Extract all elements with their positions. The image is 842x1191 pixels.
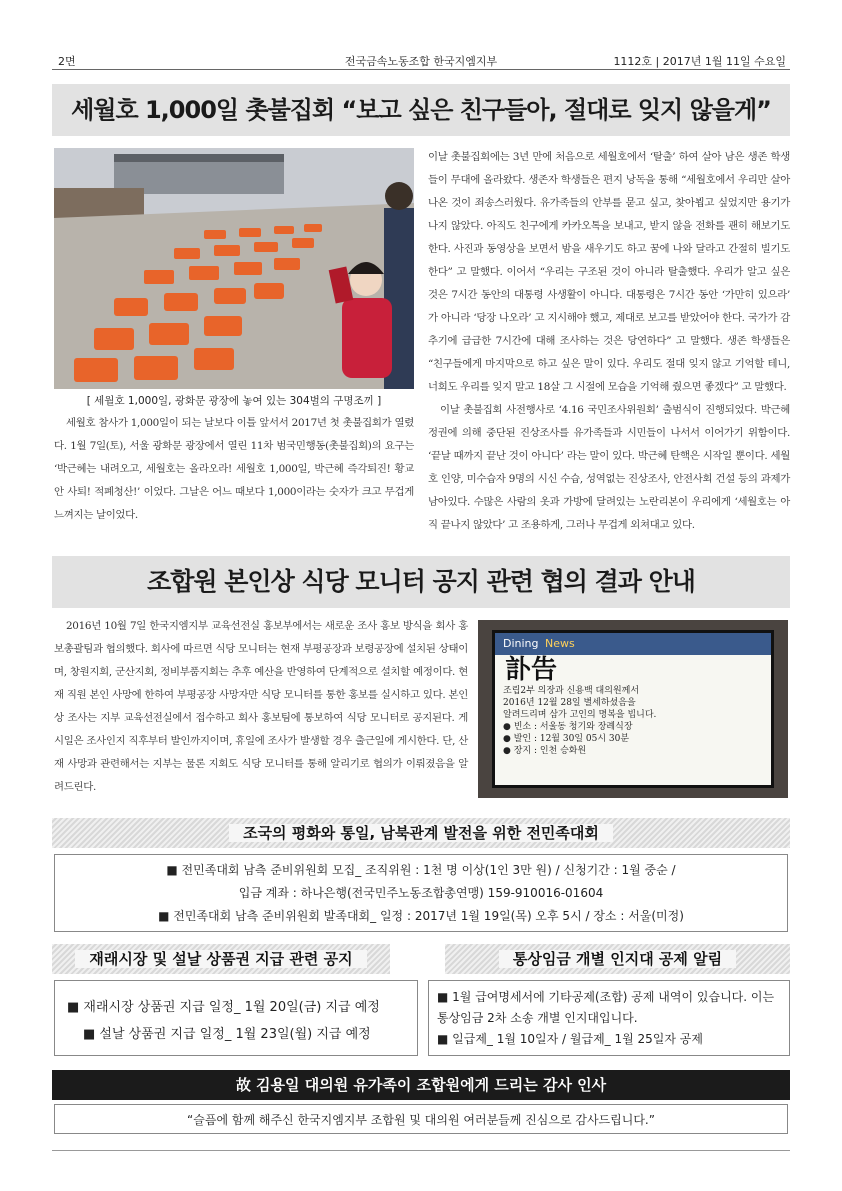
monitor-line-1: 조립2부 의장과 신용백 대의원께서	[503, 686, 640, 696]
monitor-item-3: ● 장지 : 인천 승화원	[503, 746, 587, 756]
photo1-caption: [ 세월호 1,000일, 광화문 광장에 놓여 있는 304벌의 구명조끼 ]	[86, 395, 382, 407]
page-header	[52, 50, 790, 70]
article2-paragraph: 2016년 10월 7일 한국지엠지부 교육선전실 홍보부에서는 새로운 조사 홍보 방식을 회사 홍보총괄팀과 협의했다. 회사에 따르면 식당 모니터는 현재 부평공장과 보령공장에 설치된 상태이며, 창원지회, 군산지회, 정비부품지회는 추후 예산을 반영하여 단계적으로 설치할 예정이다. 현재 직원 본인 사망에 한하여 부평공장 사망자만 식당 모니터를 통한 홍보를 실시하고 있다. 본인상 조사는 지부 교육선전실에서 접수하고 회사 홍보팀에 통보하여 식당 모니터로 공지된다. 게시일은 조사인지 직후부터 발인까지이며, 휴일에 조사가 발생할 경우 출근일에 게시한다. 단, 산재 사망과 관련해서는 지부는 물론 지회도 식당 모니터를 통해 알리기로 협의가 이뤄졌음을 알려드린다.	[54, 620, 468, 793]
notice4-title-bar	[52, 1070, 790, 1100]
notice3-box	[428, 980, 790, 1056]
monitor-heading: 訃告	[505, 655, 558, 685]
notice1-title-bar	[52, 818, 790, 848]
monitor-line-2: 2016년 12월 28일 별세하셨음을	[503, 698, 636, 708]
notice2-title: 재래시장 및 설날 상품권 지급 관련 공지	[75, 950, 366, 968]
notice4-body: “슬픔에 함께 해주신 한국지엠지부 조합원 및 대의원 여러분들께 진심으로 감사드립니다.”	[187, 1113, 655, 1127]
monitor-text	[495, 685, 771, 757]
notice1-line-1: ■ 전민족대회 남측 준비위원회 모집_ 조직위원 : 1천 명 이상(1인 3만 원) / 신청기간 : 1월 중순 /	[166, 863, 676, 877]
notice3-title: 통상임금 개별 인지대 공제 알림	[499, 950, 736, 968]
lifejackets-illustration	[54, 148, 414, 389]
article1-paragraph-3: 이날 촛불집회 사전행사로 ‘4.16 국민조사위원회’ 출범식이 진행되었다. 박근혜 정권에 의해 중단된 진상조사를 유가족들과 시민들이 나서서 이어가기 위함이다. ‘끝날 때까지 끝난 것이 아니다’ 라는 말이 있다. 박근혜 탄핵은 시작일 뿐이다. 세월호 인양, 미수습자 9명의 시신 수습, 성역없는 진상조사, 안전사회 건설 등의 과제가 남아있다. 수많은 사람의 옷과 가방에 달려있는 노란리본이 우리에게 ‘세월호는 아직 끝나지 않았다’ 고 조용하게, 그러나 무겁게 외쳐대고 있다.	[428, 404, 790, 531]
notice2-line-2: ■ 설날 상품권 지급 일정_ 1월 23일(월) 지급 예정	[83, 1027, 371, 1042]
notice3-line-2: ■ 일급제_ 1월 10일자 / 월급제_ 1월 25일자 공제	[437, 1032, 703, 1046]
page-footer-rule	[52, 1150, 790, 1151]
candlelight-lifejackets-photo	[54, 148, 414, 389]
article2-title: 조합원 본인상 식당 모니터 공지 관련 협의 결과 안내	[52, 556, 790, 608]
page-number: 2면	[58, 55, 76, 68]
monitor-screen	[492, 630, 774, 788]
organization-name: 전국금속노동조합 한국지엠지부	[344, 55, 498, 68]
notice4-title: 故 김용일 대의원 유가족이 조합원에게 드리는 감사 인사	[222, 1076, 620, 1094]
article1-paragraph-2: 이날 촛불집회에는 3년 만에 처음으로 세월호에서 ‘탈출’ 하여 살아 남은 생존 학생들이 무대에 올라왔다. 생존자 학생들은 편지 낭독을 통해 “세월호에서 우리만 살아나온 것이 죄송스러웠다. 유가족들의 안부를 묻고 싶고, 찾아뵙고 싶었지만 용기가 나지 않았다. 아직도 친구에게 카카오톡을 보내고, 받지 않을 전화를 괜히 해보기도 한다. 사진과 동영상을 보면서 밤을 새우기도 하고 꿈에 나와 달라고 간절히 빌기도 한다” 고 말했다. 이어서 “우리는 구조된 것이 아니라 탈출했다. 우리가 알고 싶은 것은 7시간 동안의 대통령 사생활이 아니다. 대통령은 7시간 동안 ‘가만히 있으라’ 가 아니라 ‘당장 나오라’ 고 지시해야 했고, 제대로 보고를 받았어야 한다. 국가가 감추기에 급급한 7시간에 대해 조사하는 것은 당연하다” 고 말했다. 생존 학생들은 “친구들에게 마지막으로 하고 싶은 말이 있다. 우리도 절대 잊지 않고 기억할 테니, 너희도 우리를 잊지 말고 18살 그 시절에 모습을 기억해 줬으면 좋겠다” 고 말했다.	[428, 151, 790, 393]
monitor-brand-dining: Dining	[503, 637, 539, 650]
article1-column-left	[54, 412, 414, 527]
monitor-brand-news: News	[545, 637, 575, 650]
dining-monitor-photo	[478, 620, 788, 798]
article1-column-right	[428, 146, 790, 537]
monitor-item-2: ● 발인 : 12월 30일 05시 30분	[503, 734, 630, 744]
notice3-title-bar	[445, 944, 790, 974]
notice4-box	[54, 1104, 788, 1134]
notice2-line-1: ■ 재래시장 상품권 지급 일정_ 1월 20일(금) 지급 예정	[67, 1000, 380, 1015]
article2-body-column	[54, 615, 468, 799]
article1-title: 세월호 1,000일 촛불집회 “보고 싶은 친구들아, 절대로 잊지 않을게”	[52, 84, 790, 136]
notice1-line-3: ■ 전민족대회 남측 준비위원회 발족대회_ 일정 : 2017년 1월 19일(목) 오후 5시 / 장소 : 서울(미정)	[158, 909, 684, 923]
monitor-header	[495, 633, 771, 655]
monitor-item-1: ● 빈소 : 서울동 청기와 장례식장	[503, 722, 633, 732]
monitor-line-3: 알려드리며 삼가 고인의 명복을 빕니다.	[503, 710, 657, 720]
notice3-line-1: ■ 1월 급여명세서에 기타공제(조합) 공제 내역이 있습니다. 이는 통상임금 2차 소송 개별 인지대입니다.	[437, 990, 775, 1025]
notice1-title: 조국의 평화와 통일, 남북관계 발전을 위한 전민족대회	[229, 824, 613, 842]
notice1-line-2: 입금 계좌 : 하나은행(전국민주노동조합총연맹) 159-910016-01604	[238, 886, 604, 900]
notice2-title-bar	[52, 944, 390, 974]
notice2-box	[54, 980, 418, 1056]
notice1-box	[54, 854, 788, 932]
issue-date: 1112호 | 2017년 1월 11일 수요일	[613, 55, 786, 68]
article1-paragraph-1: 세월호 참사가 1,000일이 되는 날보다 이틀 앞서서 2017년 첫 촛불집회가 열렸다. 1월 7일(토), 서울 광화문 광장에서 열린 11차 범국민행동(촛불집회)의 요구는 ‘박근혜는 내려오고, 세월호는 올라오라! 세월호 1,000일, 박근혜 즉각퇴진! 황교안 사퇴! 적폐청산!’ 이었다. 그날은 어느 때보다 1,000이라는 숫자가 크고 무겁게 느껴지는 날이었다.	[54, 417, 414, 521]
